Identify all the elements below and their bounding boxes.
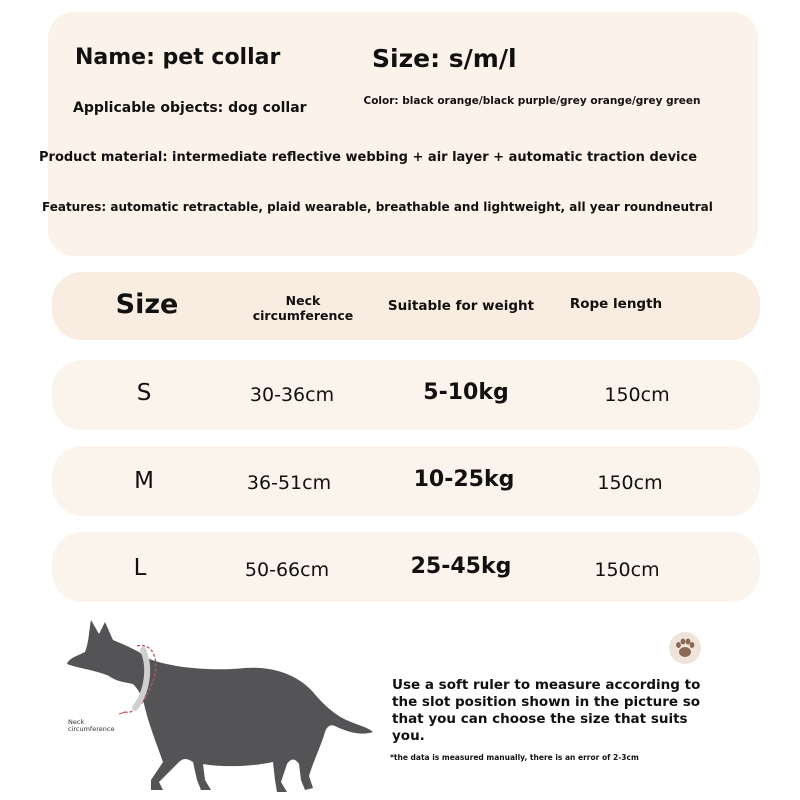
header-neck: Neck circumference — [252, 293, 354, 323]
row-rope: 150cm — [594, 559, 660, 581]
row-rope: 150cm — [597, 472, 663, 494]
row-neck: 50-66cm — [244, 559, 330, 581]
neck-circumference-label: Neck circumference — [68, 718, 115, 733]
row-neck: 30-36cm — [249, 384, 335, 406]
row-weight: 5-10kg — [423, 380, 509, 405]
row-rope: 150cm — [604, 384, 670, 406]
measurement-note: *the data is measured manually, there is an error of 2-3cm — [390, 753, 639, 762]
row-weight: 10-25kg — [413, 467, 515, 492]
product-name: Name: pet collar — [75, 45, 281, 70]
header-weight: Suitable for weight — [387, 298, 535, 314]
row-size: L — [133, 555, 147, 581]
row-size: S — [136, 380, 152, 406]
color-options: Color: black orange/black purple/grey orange/grey green — [363, 95, 701, 107]
applicable-objects: Applicable objects: dog collar — [73, 100, 307, 116]
product-size: Size: s/m/l — [372, 44, 517, 73]
paw-icon — [668, 631, 702, 665]
row-weight: 25-45kg — [410, 554, 512, 579]
header-size: Size — [115, 289, 179, 320]
product-features: Features: automatic retractable, plaid wearable, breathable and lightweight, all year roundneutral — [42, 200, 713, 214]
row-neck: 36-51cm — [246, 472, 332, 494]
product-material: Product material: intermediate reflective webbing + air layer + automatic traction device — [39, 150, 698, 165]
measure-instruction: Use a soft ruler to measure according to the slot position shown in the picture so that you can choose the size that suits you. — [392, 677, 701, 744]
neck-measure-line — [55, 612, 375, 800]
row-size: M — [134, 468, 154, 494]
header-rope: Rope length — [569, 296, 663, 312]
